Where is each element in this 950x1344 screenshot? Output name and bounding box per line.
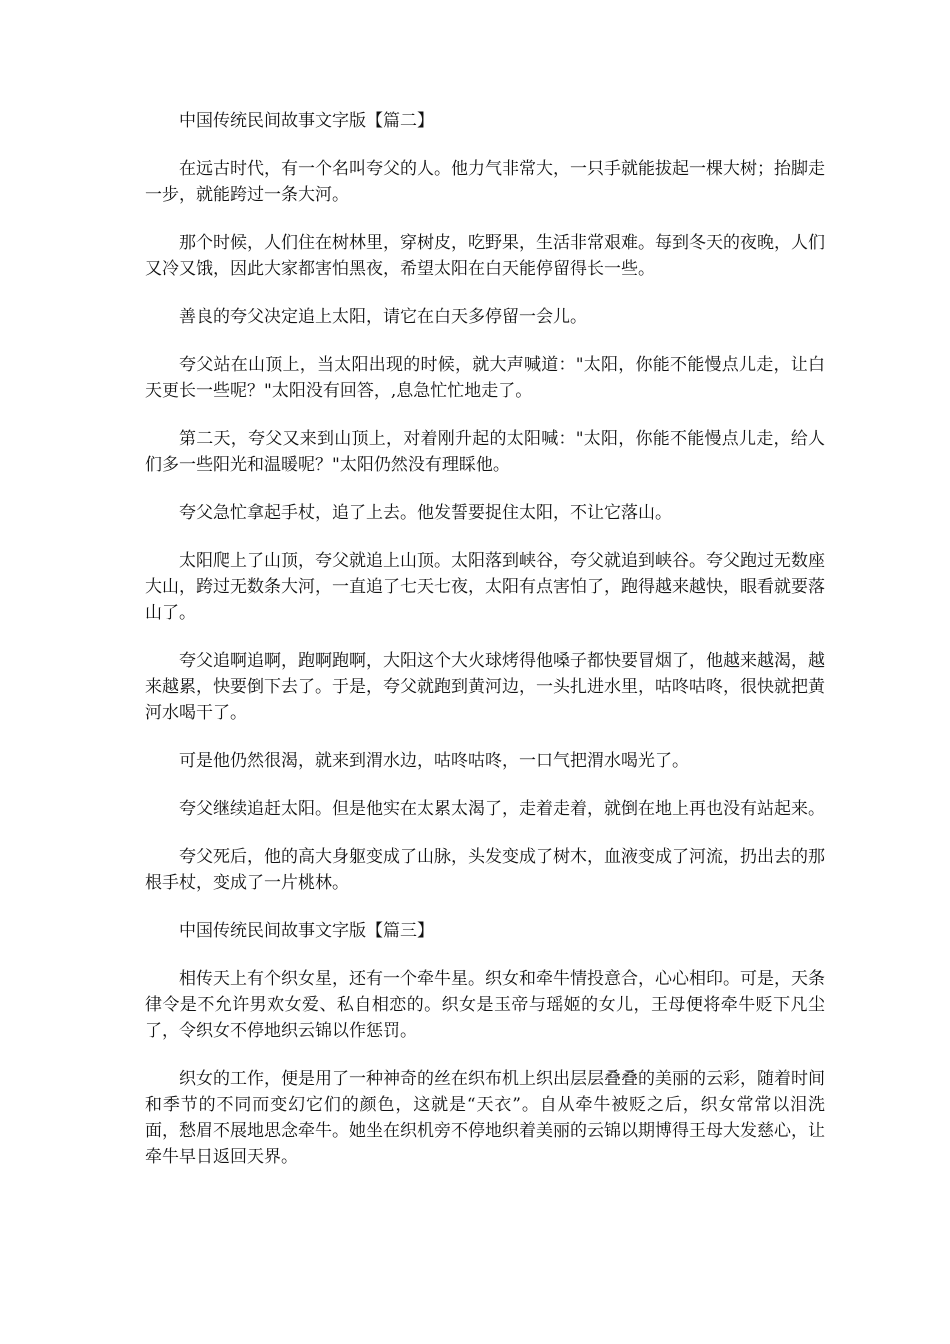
paragraph: 第二天，夸父又来到山顶上，对着刚升起的太阳喊："太阳，你能不能慢点儿走，给人们多一些阳光和温暖呢？"太阳仍然没有理睬他。 (145, 429, 825, 475)
paragraph: 相传天上有个织女星，还有一个牵牛星。织女和牵牛情投意合，心心相印。可是，天条律令是不允许男欢女爱、私自相恋的。织女是玉帝与瑶姬的女儿，王母便将牵牛贬下凡尘了，令织女不停地织云锦以作惩罚。 (145, 969, 825, 1041)
document-body (145, 108, 825, 1192)
paragraph: 夸父死后，他的高大身躯变成了山脉，头发变成了树木，血液变成了河流，扔出去的那根手杖，变成了一片桃林。 (145, 847, 825, 893)
section-heading-3: 中国传统民间故事文字版【篇三】 (179, 921, 434, 941)
paragraph: 在远古时代，有一个名叫夸父的人。他力气非常大，一只手就能拔起一棵大树；抬脚走一步，就能跨过一条大河。 (145, 159, 825, 205)
paragraph: 善良的夸父决定追上太阳，请它在白天多停留一会儿。 (179, 307, 587, 327)
section-heading-2: 中国传统民间故事文字版【篇二】 (179, 111, 434, 131)
paragraph: 织女的工作，便是用了一种神奇的丝在织布机上织出层层叠叠的美丽的云彩，随着时间和季节的不同而变幻它们的颜色，这就是“天衣”。自从牵牛被贬之后，织女常常以泪洗面，愁眉不展地思念牵牛。她坐在织机旁不停地织着美丽的云锦以期博得王母大发慈心，让牵牛早日返回天界。 (145, 1069, 825, 1167)
paragraph: 可是他仍然很渴，就来到渭水边，咕咚咕咚，一口气把渭水喝光了。 (179, 751, 689, 771)
paragraph: 太阳爬上了山顶，夸父就追上山顶。太阳落到峡谷，夸父就追到峡谷。夸父跑过无数座大山，跨过无数条大河，一直追了七天七夜，太阳有点害怕了，跑得越来越快，眼看就要落山了。 (145, 551, 825, 623)
paragraph: 夸父站在山顶上，当太阳出现的时候，就大声喊道："太阳，你能不能慢点儿走，让白天更长一些呢？"太阳没有回答，,息急忙忙地走了。 (145, 355, 825, 401)
paragraph: 夸父追啊追啊，跑啊跑啊，大阳这个大火球烤得他嗓子都快要冒烟了，他越来越渴，越来越累，快要倒下去了。于是，夸父就跑到黄河边，一头扎进水里，咕咚咕咚，很快就把黄河水喝干了。 (145, 651, 825, 723)
paragraph: 夸父继续追赶太阳。但是他实在太累太渴了，走着走着，就倒在地上再也没有站起来。 (179, 799, 825, 819)
paragraph: 那个时候，人们住在树林里，穿树皮，吃野果，生活非常艰难。每到冬天的夜晚，人们又冷又饿，因此大家都害怕黑夜，希望太阳在白天能停留得长一些。 (145, 233, 825, 279)
paragraph: 夸父急忙拿起手杖，追了上去。他发誓要捉住太阳，不让它落山。 (179, 503, 672, 523)
